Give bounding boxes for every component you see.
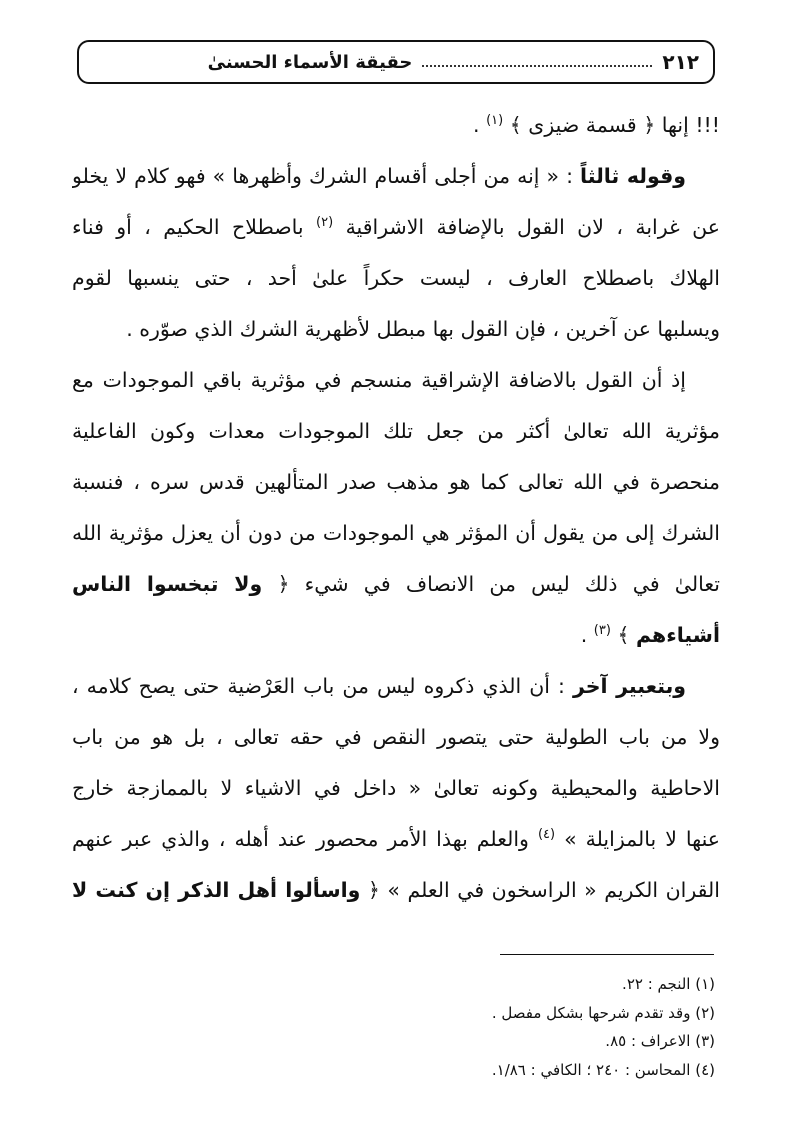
- text-line: تعالىٰ في ذلك ليس من الانصاف في شيء ﴿ ولا تبخسوا الناس: [72, 572, 720, 596]
- header-leader-dots: [422, 65, 652, 67]
- text-line: مؤثرية الله تعالىٰ أكثر من جعل تلك الموجودات معدات وكون الفاعلية: [72, 419, 720, 443]
- text-line: وبتعبير آخر : أن الذي ذكروه ليس من باب العَرْضية حتى يصح كلامه ،: [72, 674, 687, 698]
- text-line: ويسلبها عن آخرين ، فإن القول بها مبطل لأظهرية الشرك الذي صوّره .: [126, 317, 720, 341]
- footnote-ref: (٣): [593, 623, 611, 639]
- footnotes: [395, 970, 715, 1084]
- page-header: [77, 40, 715, 84]
- text-line: الاحاطية والمحيطية وكونه تعالىٰ « داخل في الاشياء لا بالممازجة خارج: [72, 776, 720, 800]
- text-line: منحصرة في الله تعالى كما هو مذهب صدر المتألهين قدس سره ، فنسبة: [72, 470, 720, 494]
- text-line: الشرك إلى من يقول أن المؤثر هي الموجودات من دون أن يعزل مؤثرية الله: [72, 521, 720, 545]
- page-number: ٢١٢: [662, 50, 699, 74]
- text-line: إذ أن القول بالاضافة الإشراقية منسجم في مؤثرية باقي الموجودات مع: [72, 368, 686, 392]
- text-line: القران الكريم « الراسخون في العلم » ﴿ واسألوا أهل الذكر إن كنت لا: [72, 878, 720, 902]
- quran-quote: أشياءهم: [635, 623, 720, 647]
- text-line: وقوله ثالثاً : « إنه من أجلى أقسام الشرك وأظهرها » فهو كلام لا يخلو: [72, 164, 686, 188]
- text-line: !!! إنها ﴿ قسمة ضيزى ﴾ $^{(١)}$ .: [473, 113, 720, 137]
- bold-phrase: وبتعبير آخر: [572, 674, 687, 698]
- footnote: (١) النجم : ٢٢.: [622, 975, 715, 993]
- running-title: حقيقة الأسماء الحسنىٰ: [207, 51, 413, 73]
- quran-quote: واسألوا أهل الذكر إن كنت لا: [72, 878, 361, 902]
- main-text: [72, 100, 720, 916]
- text-line: عن غرابة ، لان القول بالإضافة الاشراقية $^{(٢)}$ باصطلاح الحكيم ، أو فناء: [72, 215, 720, 239]
- footnote-ref: (٤): [537, 827, 556, 843]
- text-line: ولا من باب الطولية حتى يتصور النقص في حقه تعالى ، بل هو من باب: [72, 725, 720, 749]
- footnote: (٢) وقد تقدم شرحها بشكل مفصل .: [491, 1003, 715, 1022]
- bold-phrase: وقوله ثالثاً: [580, 164, 686, 188]
- text-line: عنها لا بالمزايلة » $^{(٤)}$ والعلم بهذا الأمر محصور عند أهله ، والذي عبر عنهم: [72, 827, 720, 851]
- footnote-separator: [500, 954, 714, 955]
- text-line: الهلاك باصطلاح العارف ، ليست حكراً علىٰ أحد ، حتى ينسبها لقوم: [72, 266, 720, 290]
- footnote: (٣) الاعراف : ٨٥.: [605, 1032, 715, 1050]
- footnote-ref: (٢): [316, 215, 334, 231]
- footnote-ref: (١): [486, 113, 504, 129]
- text-line: أشياءهم ﴾ $^{(٣)}$ .: [580, 623, 720, 647]
- quran-quote: ولا تبخسوا الناس: [72, 572, 263, 596]
- footnote: (٤) المحاسن : ٢٤٠ ؛ الكافي : ١/٨٦.: [491, 1060, 715, 1079]
